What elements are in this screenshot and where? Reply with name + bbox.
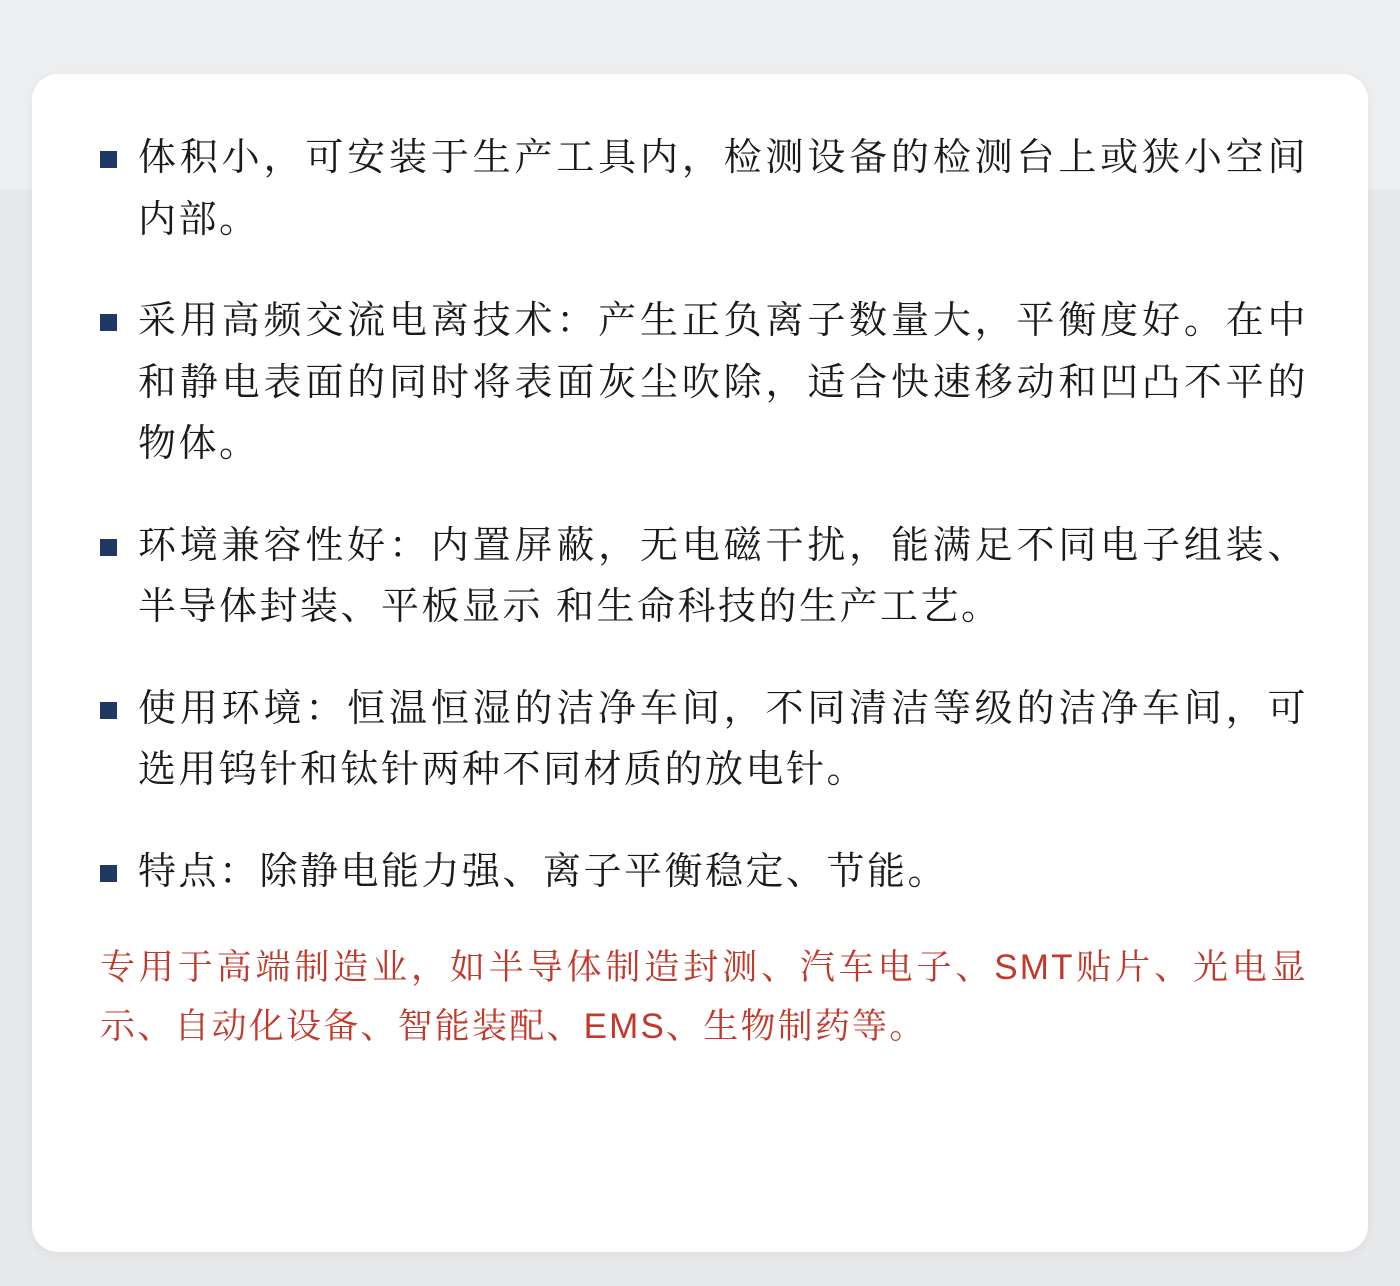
square-bullet-icon (100, 151, 117, 168)
list-item-text: 环境兼容性好：内置屏蔽，无电磁干扰，能满足不同电子组装、半导体封装、平板显示 和生命科技的生产工艺。 (138, 524, 1308, 629)
list-item-text: 使用环境：恒温恒湿的洁净车间，不同清洁等级的洁净车间，可选用钨针和钛针两种不同材质的放电针。 (138, 687, 1308, 792)
feature-list (92, 128, 1308, 903)
square-bullet-icon (100, 539, 117, 556)
list-item (92, 128, 1308, 251)
list-item-text: 采用高频交流电离技术：产生正负离子数量大，平衡度好。在中和静电表面的同时将表面灰尘吹除，适合快速移动和凹凸不平的物体。 (138, 300, 1308, 466)
list-item (92, 842, 1308, 904)
list-item (92, 516, 1308, 639)
highlight-note: 专用于高端制造业，如半导体制造封测、汽车电子、SMT贴片、光电显示、自动化设备、智能装配、EMS、生物制药等。 (100, 948, 1308, 1047)
square-bullet-icon (100, 702, 117, 719)
square-bullet-icon (100, 865, 117, 882)
list-item (92, 679, 1308, 802)
square-bullet-icon (100, 314, 117, 331)
list-item (92, 291, 1308, 476)
list-item-text: 体积小，可安装于生产工具内，检测设备的检测台上或狭小空间内部。 (138, 137, 1308, 241)
list-item-text: 特点：除静电能力强、离子平衡稳定、节能。 (138, 850, 949, 893)
content-card (32, 74, 1368, 1252)
